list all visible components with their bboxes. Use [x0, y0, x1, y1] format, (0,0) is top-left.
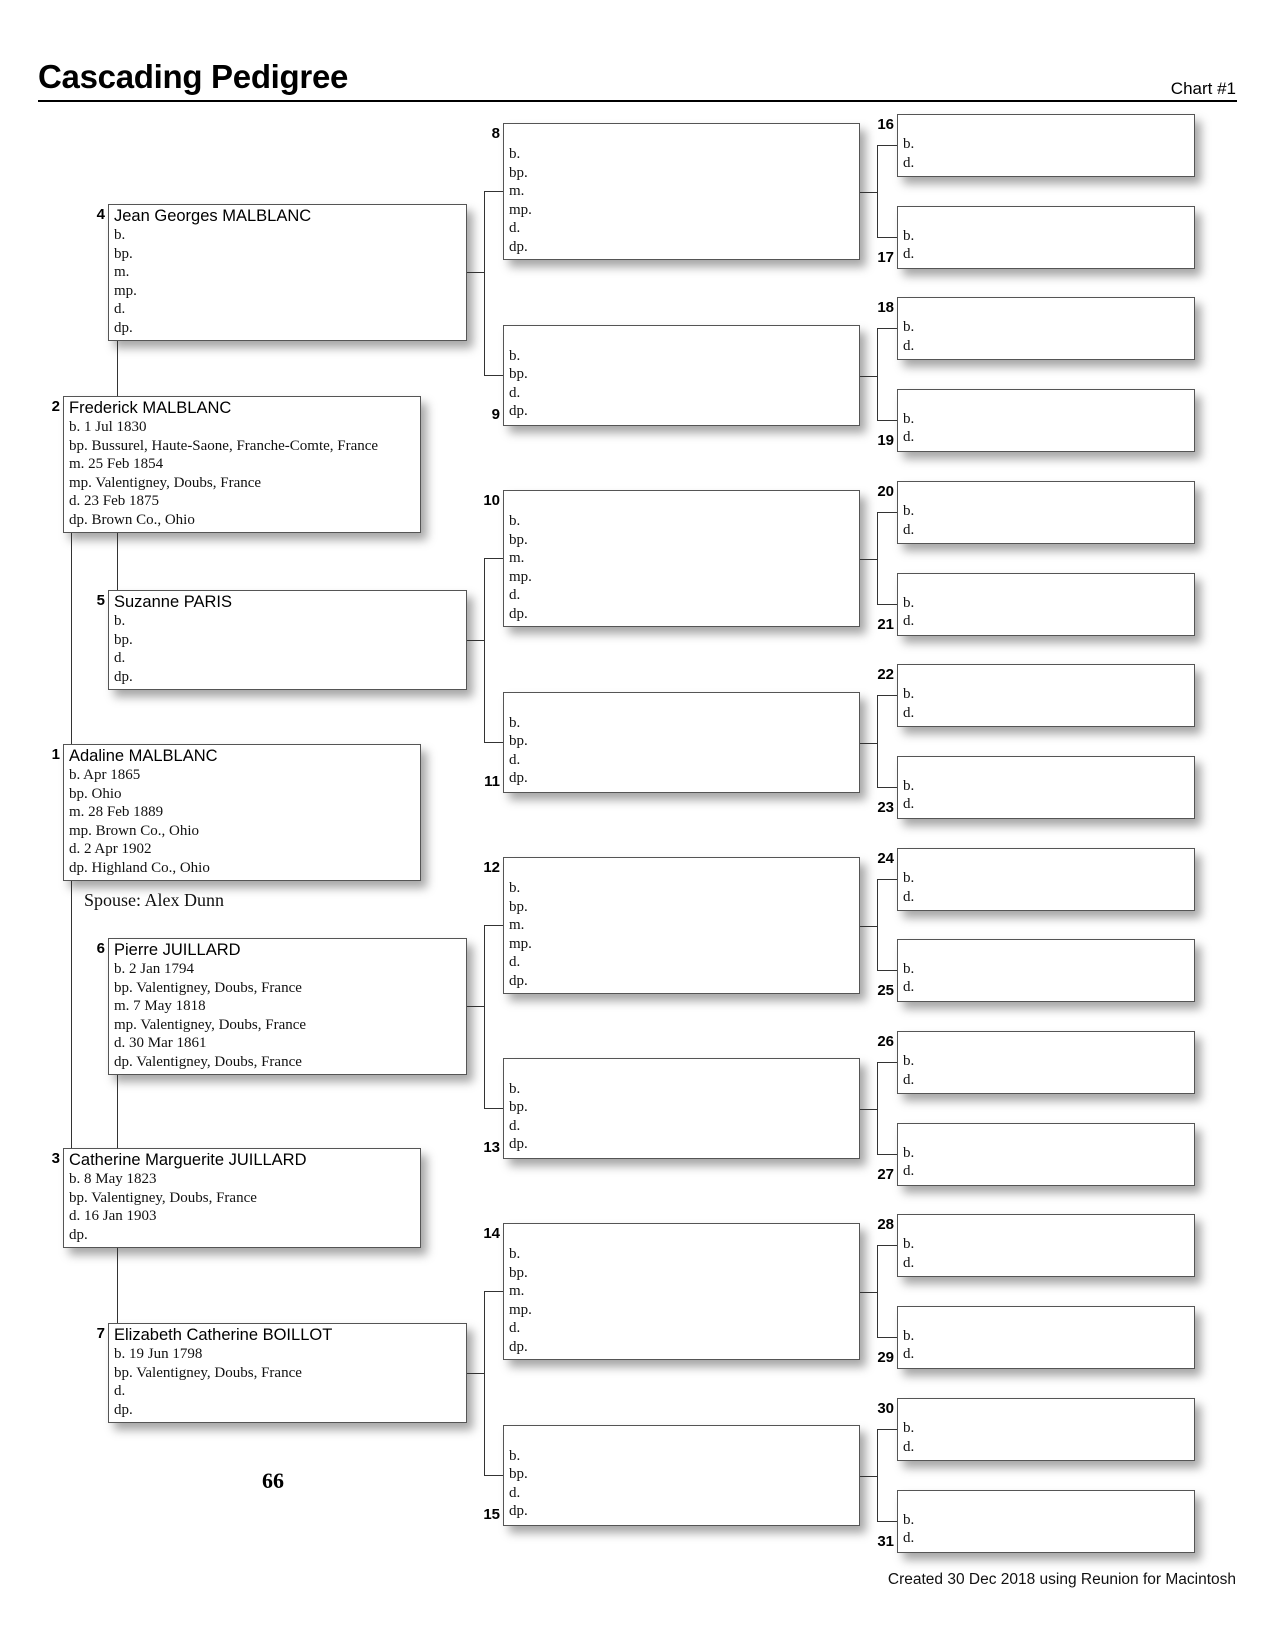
- person-fact: dp.: [114, 319, 133, 336]
- bracket-14-stub: [860, 1292, 877, 1293]
- person-box-10[interactable]: [503, 490, 860, 627]
- person-fact: dp.: [69, 1226, 88, 1243]
- bracket-15-top: [877, 1429, 897, 1430]
- bracket-5-bar: [484, 558, 485, 743]
- person-fact: d.: [509, 1117, 521, 1134]
- bracket-12-stub: [860, 926, 877, 927]
- person-fact: d.: [509, 751, 521, 768]
- person-fact: m.: [509, 1283, 525, 1300]
- person-fact: d. 23 Feb 1875: [69, 493, 159, 510]
- person-facts: [898, 318, 1194, 355]
- bracket-7-stub: [467, 1373, 484, 1374]
- person-box-13[interactable]: [503, 1058, 860, 1159]
- person-facts: [898, 685, 1194, 722]
- person-fact: bp.: [114, 631, 133, 648]
- person-fact: m.: [509, 917, 525, 934]
- person-name: [898, 665, 1194, 685]
- person-number: 24: [877, 850, 894, 867]
- person-fact: dp.: [509, 1503, 528, 1520]
- person-fact: b.: [903, 1511, 915, 1528]
- person-fact: mp.: [509, 568, 532, 585]
- person-box-23[interactable]: [897, 756, 1195, 819]
- person-facts: [64, 418, 420, 530]
- bracket-13-stub: [860, 1109, 877, 1110]
- person-facts: [898, 1052, 1194, 1089]
- bracket-4-stub: [467, 272, 484, 273]
- person-box-24[interactable]: [897, 848, 1195, 911]
- person-number: 30: [877, 1400, 894, 1417]
- person-fact: m.: [114, 264, 130, 281]
- bracket-8-stub: [860, 192, 877, 193]
- person-number: 16: [877, 116, 894, 133]
- person-facts: [898, 777, 914, 814]
- person-fact: bp.: [509, 164, 528, 181]
- person-name: Suzanne PARIS: [114, 593, 233, 611]
- person-name: Frederick MALBLANC: [69, 399, 232, 417]
- person-box-15[interactable]: [503, 1425, 860, 1526]
- person-fact: d.: [903, 979, 915, 996]
- person-name: [504, 1059, 859, 1080]
- bracket-8-bar: [877, 145, 878, 238]
- person-fact: bp. Valentigney, Doubs, France: [69, 1189, 257, 1206]
- person-fact: d. 16 Jan 1903: [69, 1208, 157, 1225]
- person-fact: dp. Highland Co., Ohio: [69, 859, 210, 876]
- person-fact: b.: [903, 1144, 915, 1161]
- bracket-11-bottom: [877, 787, 897, 788]
- bracket-12-top: [877, 879, 897, 880]
- person-number: 10: [483, 492, 500, 509]
- person-fact: dp.: [114, 668, 133, 685]
- person-fact: b.: [903, 870, 915, 886]
- person-box-12[interactable]: [503, 857, 860, 994]
- person-box-22[interactable]: [897, 664, 1195, 727]
- person-number: 23: [877, 799, 894, 816]
- bracket-8-bottom: [877, 237, 897, 238]
- person-name: [898, 207, 1194, 227]
- bracket-12-bar: [877, 879, 878, 971]
- bracket-6-top: [484, 925, 503, 926]
- person-box-14[interactable]: [503, 1223, 860, 1360]
- person-fact: bp. Valentigney, Doubs, France: [114, 1364, 302, 1381]
- person-number: 14: [483, 1225, 500, 1242]
- person-fact: b. Apr 1865: [69, 767, 141, 783]
- person-number: 5: [96, 592, 105, 609]
- person-name: [898, 1307, 1194, 1327]
- person-fact: d.: [903, 1254, 915, 1271]
- person-number: 21: [877, 616, 894, 633]
- person-name: [898, 390, 1194, 410]
- person-fact: b.: [903, 1420, 915, 1436]
- person-facts: [504, 1447, 528, 1521]
- person-number: 9: [491, 406, 500, 423]
- person-fact: b. 2 Jan 1794: [114, 961, 194, 977]
- person-fact: b. 19 Jun 1798: [114, 1346, 203, 1362]
- person-box-2[interactable]: [63, 396, 421, 533]
- person-fact: d.: [903, 796, 915, 813]
- person-name: [504, 124, 859, 145]
- person-name: [504, 693, 859, 714]
- person-fact: mp. Brown Co., Ohio: [69, 822, 200, 839]
- person-fact: mp.: [509, 201, 532, 218]
- connector-4-2: [117, 341, 118, 396]
- person-facts: [898, 135, 1194, 172]
- person-fact: d. 2 Apr 1902: [69, 841, 152, 858]
- person-number: 19: [877, 432, 894, 449]
- bracket-10-bottom: [877, 604, 897, 605]
- bracket-15-stub: [860, 1476, 877, 1477]
- person-fact: bp. Valentigney, Doubs, France: [114, 979, 302, 996]
- page-title: Cascading Pedigree: [38, 58, 349, 95]
- person-fact: d.: [114, 650, 126, 667]
- person-facts: [898, 502, 1194, 539]
- person-name: Pierre JUILLARD: [114, 941, 241, 959]
- person-box-19[interactable]: [897, 389, 1195, 452]
- person-fact: dp. Brown Co., Ohio: [69, 511, 195, 528]
- person-number: 4: [96, 206, 105, 223]
- person-facts: [109, 960, 466, 1072]
- person-box-17[interactable]: [897, 206, 1195, 269]
- person-fact: d.: [903, 1438, 915, 1455]
- person-fact: d.: [903, 1163, 915, 1180]
- person-facts: [64, 766, 420, 878]
- person-fact: b.: [114, 613, 126, 629]
- person-facts: [504, 714, 528, 788]
- bracket-7-bar: [484, 1291, 485, 1476]
- person-name: Elizabeth Catherine BOILLOT: [114, 1326, 333, 1344]
- bracket-9-stub: [860, 376, 877, 377]
- person-fact: d.: [903, 888, 915, 905]
- person-fact: d.: [903, 1346, 915, 1363]
- connector-6-3: [117, 1075, 118, 1148]
- person-name: [504, 491, 859, 512]
- person-number: 3: [51, 1150, 60, 1167]
- bracket-10-bar: [877, 512, 878, 605]
- person-fact: b.: [509, 1080, 521, 1097]
- bracket-14-bar: [877, 1245, 878, 1338]
- person-box-26[interactable]: [897, 1031, 1195, 1094]
- person-facts: [898, 869, 1194, 906]
- bracket-6-bar: [484, 925, 485, 1109]
- person-facts: [504, 145, 859, 257]
- person-fact: b.: [509, 1447, 521, 1464]
- person-name: Adaline MALBLANC: [69, 747, 218, 765]
- person-number: 26: [877, 1033, 894, 1050]
- bracket-9-bar: [877, 328, 878, 421]
- connector-2-5: [117, 533, 118, 590]
- person-facts: [109, 226, 466, 338]
- person-name: [898, 482, 1194, 502]
- person-number: 22: [877, 666, 894, 683]
- person-fact: d.: [903, 521, 915, 538]
- person-name: [504, 1224, 859, 1245]
- person-fact: d.: [903, 154, 915, 171]
- person-number: 18: [877, 299, 894, 316]
- person-name: [898, 574, 1194, 594]
- person-facts: [109, 1345, 466, 1419]
- person-number: 13: [483, 1139, 500, 1156]
- footer-credit: Created 30 Dec 2018 using Reunion for Macintosh: [887, 1571, 1236, 1588]
- connector-1-3: [71, 881, 72, 1148]
- bracket-11-bar: [877, 695, 878, 788]
- person-fact: dp.: [509, 770, 528, 787]
- person-box-9[interactable]: [503, 325, 860, 426]
- connector-3-7: [117, 1248, 118, 1323]
- person-box-4[interactable]: [108, 204, 467, 341]
- bracket-10-top: [877, 512, 897, 513]
- person-fact: dp.: [509, 605, 528, 622]
- person-fact: bp.: [509, 898, 528, 915]
- person-box-27[interactable]: [897, 1123, 1195, 1186]
- spouse-note: Spouse: Alex Dunn: [84, 890, 225, 910]
- person-fact: b.: [509, 714, 521, 731]
- bracket-14-top: [877, 1245, 897, 1246]
- person-fact: bp.: [509, 1466, 528, 1483]
- person-facts: [504, 347, 528, 421]
- person-fact: b.: [903, 1327, 915, 1344]
- person-fact: mp. Valentigney, Doubs, France: [114, 1016, 307, 1033]
- person-fact: m.: [509, 550, 525, 567]
- person-fact: b.: [903, 594, 915, 611]
- bracket-15-bottom: [877, 1521, 897, 1522]
- person-fact: b.: [509, 880, 521, 896]
- person-name: Catherine Marguerite JUILLARD: [69, 1151, 307, 1169]
- person-fact: b.: [509, 146, 521, 162]
- person-fact: bp. Ohio: [69, 785, 122, 802]
- person-facts: [898, 227, 914, 264]
- person-facts: [64, 1170, 420, 1244]
- person-number: 6: [96, 940, 105, 957]
- bracket-6-bottom: [484, 1108, 503, 1109]
- person-number: 31: [877, 1533, 894, 1550]
- person-box-7[interactable]: [108, 1323, 467, 1423]
- person-fact: b.: [903, 136, 915, 152]
- person-facts: [504, 1080, 528, 1154]
- bracket-7-top: [484, 1291, 503, 1292]
- person-fact: d.: [903, 613, 915, 630]
- person-fact: m. 25 Feb 1854: [69, 456, 164, 473]
- person-fact: dp.: [114, 1401, 133, 1418]
- person-name: [898, 298, 1194, 318]
- bracket-9-top: [877, 328, 897, 329]
- person-fact: b.: [114, 227, 126, 243]
- bracket-5-bottom: [484, 742, 503, 743]
- bracket-13-top: [877, 1062, 897, 1063]
- bracket-5-stub: [467, 640, 484, 641]
- person-fact: d.: [903, 337, 915, 354]
- chart-number: Chart #1: [1170, 79, 1236, 98]
- person-fact: d.: [509, 1484, 521, 1501]
- person-name: [898, 1399, 1194, 1419]
- person-box-5[interactable]: [108, 590, 467, 690]
- person-number: 15: [483, 1506, 500, 1523]
- person-name: [898, 1491, 1194, 1511]
- person-facts: [504, 512, 859, 624]
- person-box-18[interactable]: [897, 297, 1195, 360]
- bracket-15-bar: [877, 1429, 878, 1522]
- person-name: [504, 858, 859, 879]
- person-facts: [898, 1235, 1194, 1272]
- person-fact: d.: [509, 220, 521, 237]
- person-fact: d.: [114, 1383, 126, 1400]
- person-fact: dp.: [509, 1136, 528, 1153]
- person-fact: d.: [509, 954, 521, 971]
- person-fact: b. 1 Jul 1830: [69, 419, 147, 435]
- bracket-8-top: [877, 145, 897, 146]
- person-fact: bp.: [509, 1099, 528, 1116]
- person-fact: d.: [509, 1320, 521, 1337]
- person-facts: [898, 594, 914, 631]
- person-fact: dp.: [509, 1338, 528, 1355]
- person-box-8[interactable]: [503, 123, 860, 260]
- person-fact: dp. Valentigney, Doubs, France: [114, 1053, 302, 1070]
- person-name: [504, 326, 859, 347]
- person-box-16[interactable]: [897, 114, 1195, 177]
- person-box-3[interactable]: [63, 1148, 421, 1248]
- person-fact: bp.: [509, 1264, 528, 1281]
- person-fact: m. 7 May 1818: [114, 998, 206, 1015]
- bracket-14-bottom: [877, 1337, 897, 1338]
- person-fact: dp.: [509, 238, 528, 255]
- bracket-4-bar: [484, 191, 485, 376]
- person-facts: [898, 1511, 914, 1548]
- person-name: [898, 940, 1194, 960]
- person-fact: mp.: [114, 282, 137, 299]
- person-fact: bp.: [509, 531, 528, 548]
- person-fact: b.: [903, 1236, 915, 1252]
- person-number: 8: [491, 125, 500, 142]
- person-facts: [898, 1327, 914, 1364]
- person-fact: b.: [509, 513, 521, 529]
- person-number: 17: [877, 249, 894, 266]
- person-name: Jean Georges MALBLANC: [114, 207, 312, 225]
- person-fact: b.: [903, 960, 915, 977]
- person-fact: mp. Valentigney, Doubs, France: [69, 474, 262, 491]
- person-fact: b.: [903, 777, 915, 794]
- person-fact: b.: [903, 686, 915, 702]
- person-fact: d.: [114, 301, 126, 318]
- person-box-25[interactable]: [897, 939, 1195, 1002]
- person-fact: mp.: [509, 935, 532, 952]
- person-box-29[interactable]: [897, 1306, 1195, 1369]
- person-name: [898, 1124, 1194, 1144]
- bracket-11-top: [877, 695, 897, 696]
- person-fact: d.: [903, 246, 915, 263]
- bracket-10-stub: [860, 559, 877, 560]
- person-fact: bp.: [509, 366, 528, 383]
- person-number: 2: [51, 398, 60, 415]
- bracket-12-bottom: [877, 970, 897, 971]
- person-name: [898, 1215, 1194, 1235]
- person-fact: b.: [903, 227, 915, 244]
- person-fact: d. 30 Mar 1861: [114, 1035, 207, 1052]
- person-fact: b.: [509, 1246, 521, 1262]
- bracket-5-top: [484, 558, 503, 559]
- person-facts: [504, 1245, 859, 1357]
- person-number: 7: [96, 1325, 105, 1342]
- person-number: 1: [51, 746, 60, 763]
- person-number: 11: [484, 773, 500, 790]
- person-box-30[interactable]: [897, 1398, 1195, 1461]
- person-fact: b.: [903, 1053, 915, 1069]
- person-fact: mp.: [509, 1301, 532, 1318]
- bracket-4-top: [484, 191, 503, 192]
- person-fact: d.: [509, 384, 521, 401]
- person-name: [898, 757, 1194, 777]
- bracket-7-bottom: [484, 1475, 503, 1476]
- bracket-11-stub: [860, 743, 877, 744]
- person-fact: dp.: [509, 403, 528, 420]
- person-fact: d.: [903, 704, 915, 721]
- person-name: [898, 1032, 1194, 1052]
- person-fact: m.: [509, 183, 525, 200]
- person-box-21[interactable]: [897, 573, 1195, 636]
- person-number: 27: [877, 1166, 894, 1183]
- person-box-31[interactable]: [897, 1490, 1195, 1553]
- person-number: 12: [483, 859, 500, 876]
- person-fact: bp. Bussurel, Haute-Saone, Franche-Comte, France: [69, 437, 379, 454]
- person-box-20[interactable]: [897, 481, 1195, 544]
- person-fact: bp.: [114, 245, 133, 262]
- person-fact: dp.: [509, 972, 528, 989]
- person-fact: bp.: [509, 733, 528, 750]
- bracket-13-bottom: [877, 1154, 897, 1155]
- person-fact: d.: [903, 1530, 915, 1547]
- person-box-6[interactable]: [108, 938, 467, 1075]
- header-rule: [38, 100, 1237, 102]
- bracket-13-bar: [877, 1062, 878, 1155]
- person-facts: [898, 1419, 1194, 1456]
- person-fact: d.: [509, 587, 521, 604]
- person-name: [504, 1426, 859, 1447]
- person-box-28[interactable]: [897, 1214, 1195, 1277]
- person-facts: [898, 1144, 914, 1181]
- person-fact: d.: [903, 429, 915, 446]
- person-fact: b. 8 May 1823: [69, 1171, 157, 1187]
- person-fact: b.: [903, 319, 915, 335]
- person-number: 25: [877, 982, 894, 999]
- person-facts: [109, 612, 466, 686]
- person-facts: [504, 879, 859, 991]
- person-fact: m. 28 Feb 1889: [69, 804, 164, 821]
- person-name: [898, 849, 1194, 869]
- person-box-1[interactable]: [63, 744, 421, 881]
- person-number: 29: [877, 1349, 894, 1366]
- bracket-6-stub: [467, 1006, 484, 1007]
- bracket-4-bottom: [484, 375, 503, 376]
- bracket-9-bottom: [877, 420, 897, 421]
- person-fact: b.: [903, 503, 915, 519]
- page-number: 66: [262, 1468, 284, 1493]
- person-number: 28: [877, 1216, 894, 1233]
- person-fact: b.: [903, 410, 915, 427]
- person-fact: d.: [903, 1071, 915, 1088]
- person-name: [898, 115, 1194, 135]
- connector-2-1: [71, 533, 72, 744]
- person-number: 20: [877, 483, 894, 500]
- person-facts: [898, 960, 914, 997]
- person-facts: [898, 410, 914, 447]
- person-fact: b.: [509, 347, 521, 364]
- person-box-11[interactable]: [503, 692, 860, 793]
